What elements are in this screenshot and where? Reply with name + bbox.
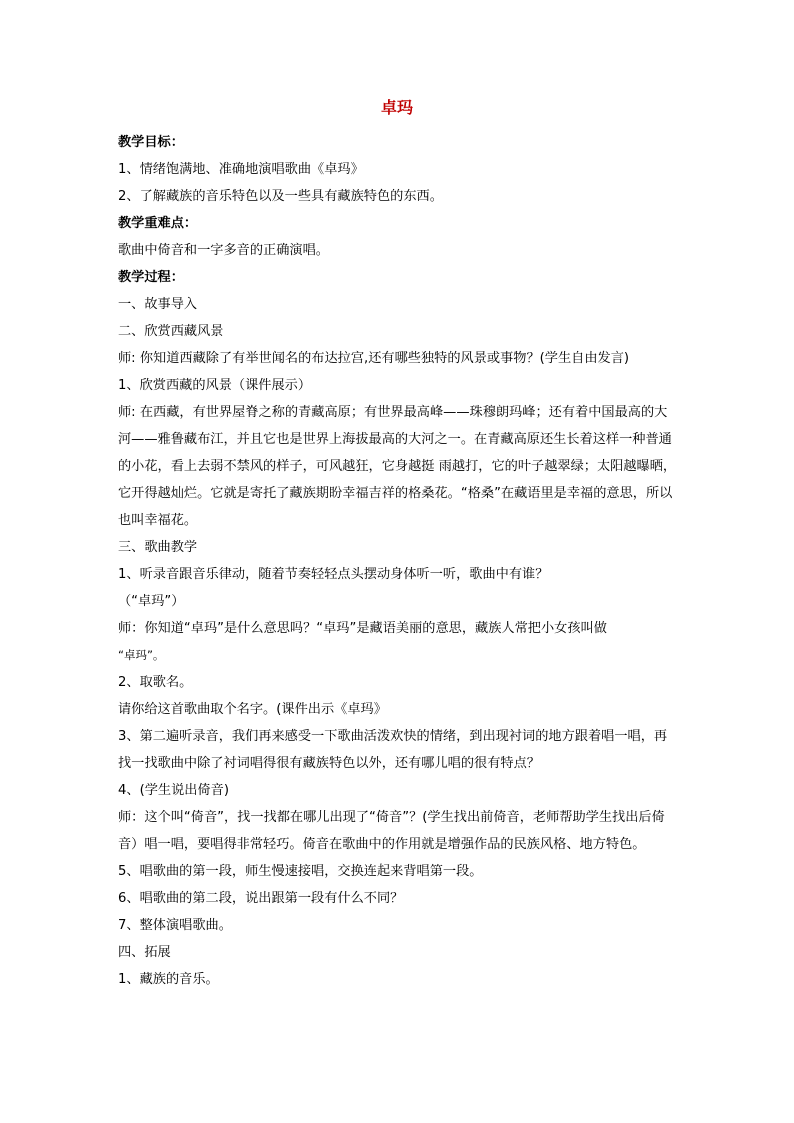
- paragraph: 1、情绪饱满地、准确地演唱歌曲《卓玛》: [118, 162, 364, 177]
- paragraph: 4、(学生说出倚音): [118, 783, 229, 798]
- paragraph: “卓玛”。: [118, 648, 165, 662]
- paragraph: 四、拓展: [118, 945, 171, 960]
- paragraph: 6、唱歌曲的第二段，说出跟第一段有什么不同？: [118, 891, 404, 906]
- section-heading: 教学重难点：: [118, 216, 198, 231]
- paragraph: 二、欣赏西藏风景: [118, 324, 224, 339]
- section-heading: 教学过程：: [118, 270, 184, 285]
- paragraph: 师: 在西藏，有世界屋脊之称的青藏高原；有世界最高峰——珠穆朗玛峰；还有着中国最高的大河——雅鲁藏布江，并且它也是世界上海拔最高的大河之一。在青藏高原还生长着这样一种普通的小花，看上去弱不禁风的样子，可风越狂，它身越挺 雨越打，它的叶子越翠绿；太阳越曝晒，它开得越灿烂。它就是寄托了藏族期盼幸福吉祥的格桑花。“格桑”在藏语里是幸福的意思，所以也叫幸福花。: [118, 405, 677, 528]
- paragraph: 歌曲中倚音和一字多音的正确演唱。: [118, 243, 329, 258]
- paragraph: 一、故事导入: [118, 297, 198, 312]
- paragraph: 7、整体演唱歌曲。: [118, 918, 232, 933]
- paragraph: 三、歌曲教学: [118, 540, 198, 555]
- paragraph: 1、欣赏西藏的风景（课件展示）: [118, 378, 312, 393]
- paragraph: 师：这个叫“倚音”，找一找都在哪儿出现了“倚音”？(学生找出前倚音，老师帮助学生找出后倚音）唱一唱，要唱得非常轻巧。倚音在歌曲中的作用就是增强作品的民族风格、地方特色。: [118, 810, 665, 852]
- paragraph: 5、唱歌曲的第一段，师生慢速接唱，交换连起来背唱第一段。: [118, 864, 483, 879]
- section-heading: 教学目标：: [118, 135, 184, 150]
- paragraph: 师：你知道“卓玛”是什么意思吗？“卓玛”是藏语美丽的意思，藏族人常把小女孩叫做: [118, 621, 607, 636]
- paragraph: 师: 你知道西藏除了有举世闻名的布达拉宫,还有哪些独特的风景或事物？(学生自由发言): [118, 351, 630, 366]
- paragraph: 2、了解藏族的音乐特色以及一些具有藏族特色的东西。: [118, 189, 443, 204]
- paragraph: （“卓玛”）: [118, 594, 185, 609]
- paragraph: 2、取歌名。: [118, 675, 193, 690]
- document-title: 卓玛: [380, 98, 413, 117]
- paragraph: 1、听录音跟音乐律动，随着节奏轻轻点头摆动身体听一听，歌曲中有谁？: [118, 567, 549, 582]
- paragraph: 1、藏族的音乐。: [118, 972, 219, 987]
- paragraph: 3、第二遍听录音，我们再来感受一下歌曲活泼欢快的情绪，到出现衬词的地方跟着唱一唱，再找一找歌曲中除了衬词唱得很有藏族特色以外，还有哪儿唱的很有特点？: [118, 729, 668, 771]
- paragraph: 请你给这首歌曲取个名字。(课件出示《卓玛》: [118, 702, 387, 717]
- document-body: [118, 129, 678, 993]
